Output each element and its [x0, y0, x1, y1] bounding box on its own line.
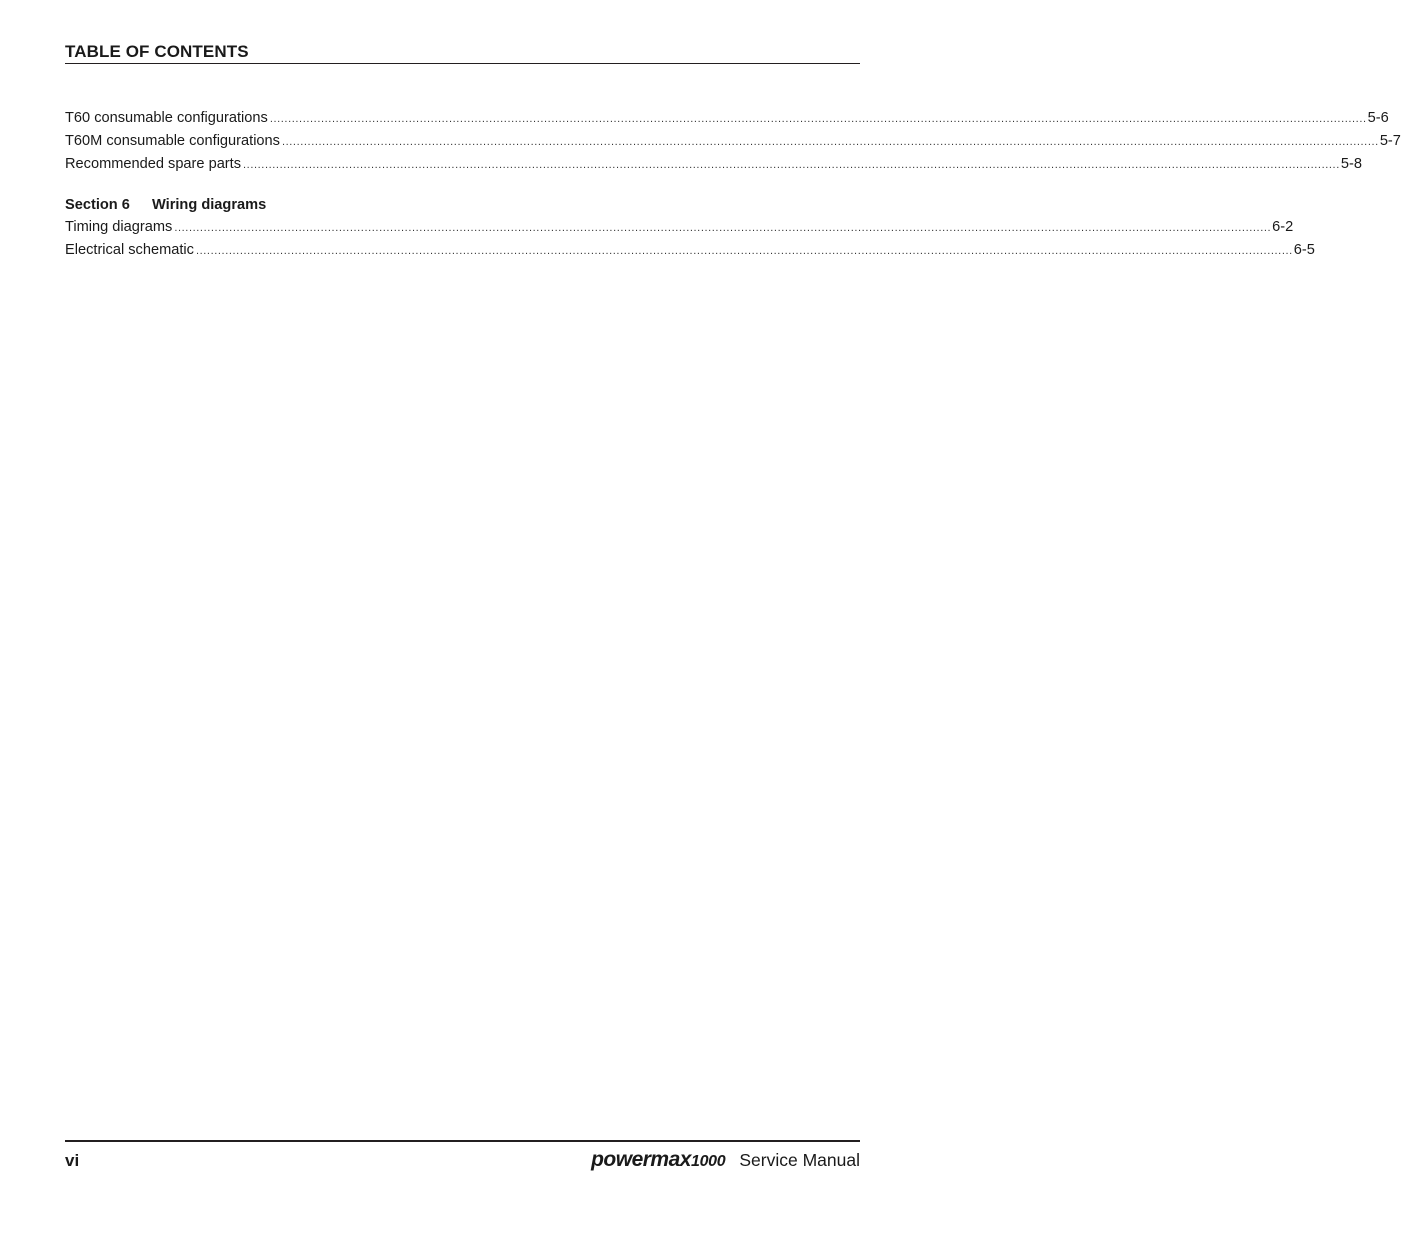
dot-leader: ............................................................................................................................................................................................................................................................................................................ — [174, 222, 1272, 234]
toc-group-section6 — [65, 194, 1315, 262]
toc-entry-label: Electrical schematic — [65, 242, 194, 258]
dot-leader: ............................................................................................................................................................................................................................................................................................................ — [269, 113, 1367, 125]
toc-entry-page: 6-5 — [1293, 242, 1315, 258]
toc-entry-label: Recommended spare parts — [65, 156, 242, 172]
dot-leader: ............................................................................................................................................................................................................................................................................................................ — [195, 245, 1293, 257]
section-number: Section 6 — [65, 197, 130, 213]
toc-entry-page: 5-6 — [1367, 110, 1389, 126]
page-header — [65, 42, 860, 64]
footer-brand — [591, 1148, 860, 1172]
toc-group-section5 — [65, 107, 1401, 176]
dot-leader: ............................................................................................................................................................................................................................................................................................................ — [243, 159, 1340, 171]
toc-entry[interactable] — [65, 239, 1315, 262]
toc-entry[interactable] — [65, 107, 1389, 130]
page-title: TABLE OF CONTENTS — [65, 42, 249, 61]
product-logo-text: powermax — [591, 1148, 691, 1171]
page-footer — [65, 1140, 860, 1172]
section-heading[interactable] — [65, 194, 860, 216]
toc-entry[interactable] — [65, 153, 1362, 176]
toc-entry[interactable] — [65, 216, 1294, 239]
section-title: Wiring diagrams — [152, 197, 267, 213]
toc-entry-label: T60M consumable configurations — [65, 133, 280, 149]
page-number: vi — [65, 1151, 80, 1170]
document-type: Service Manual — [739, 1150, 860, 1170]
toc-entry-page: 5-7 — [1379, 133, 1401, 149]
toc-entry-label: Timing diagrams — [65, 219, 173, 235]
toc-entry-page: 6-2 — [1272, 219, 1294, 235]
product-logo — [591, 1148, 725, 1172]
toc-entry-label: T60 consumable configurations — [65, 110, 268, 126]
product-logo-model: 1000 — [690, 1153, 726, 1170]
dot-leader: ............................................................................................................................................................................................................................................................................................................ — [281, 136, 1379, 148]
toc-entry-page: 5-8 — [1340, 156, 1362, 172]
toc-entry[interactable] — [65, 130, 1401, 153]
